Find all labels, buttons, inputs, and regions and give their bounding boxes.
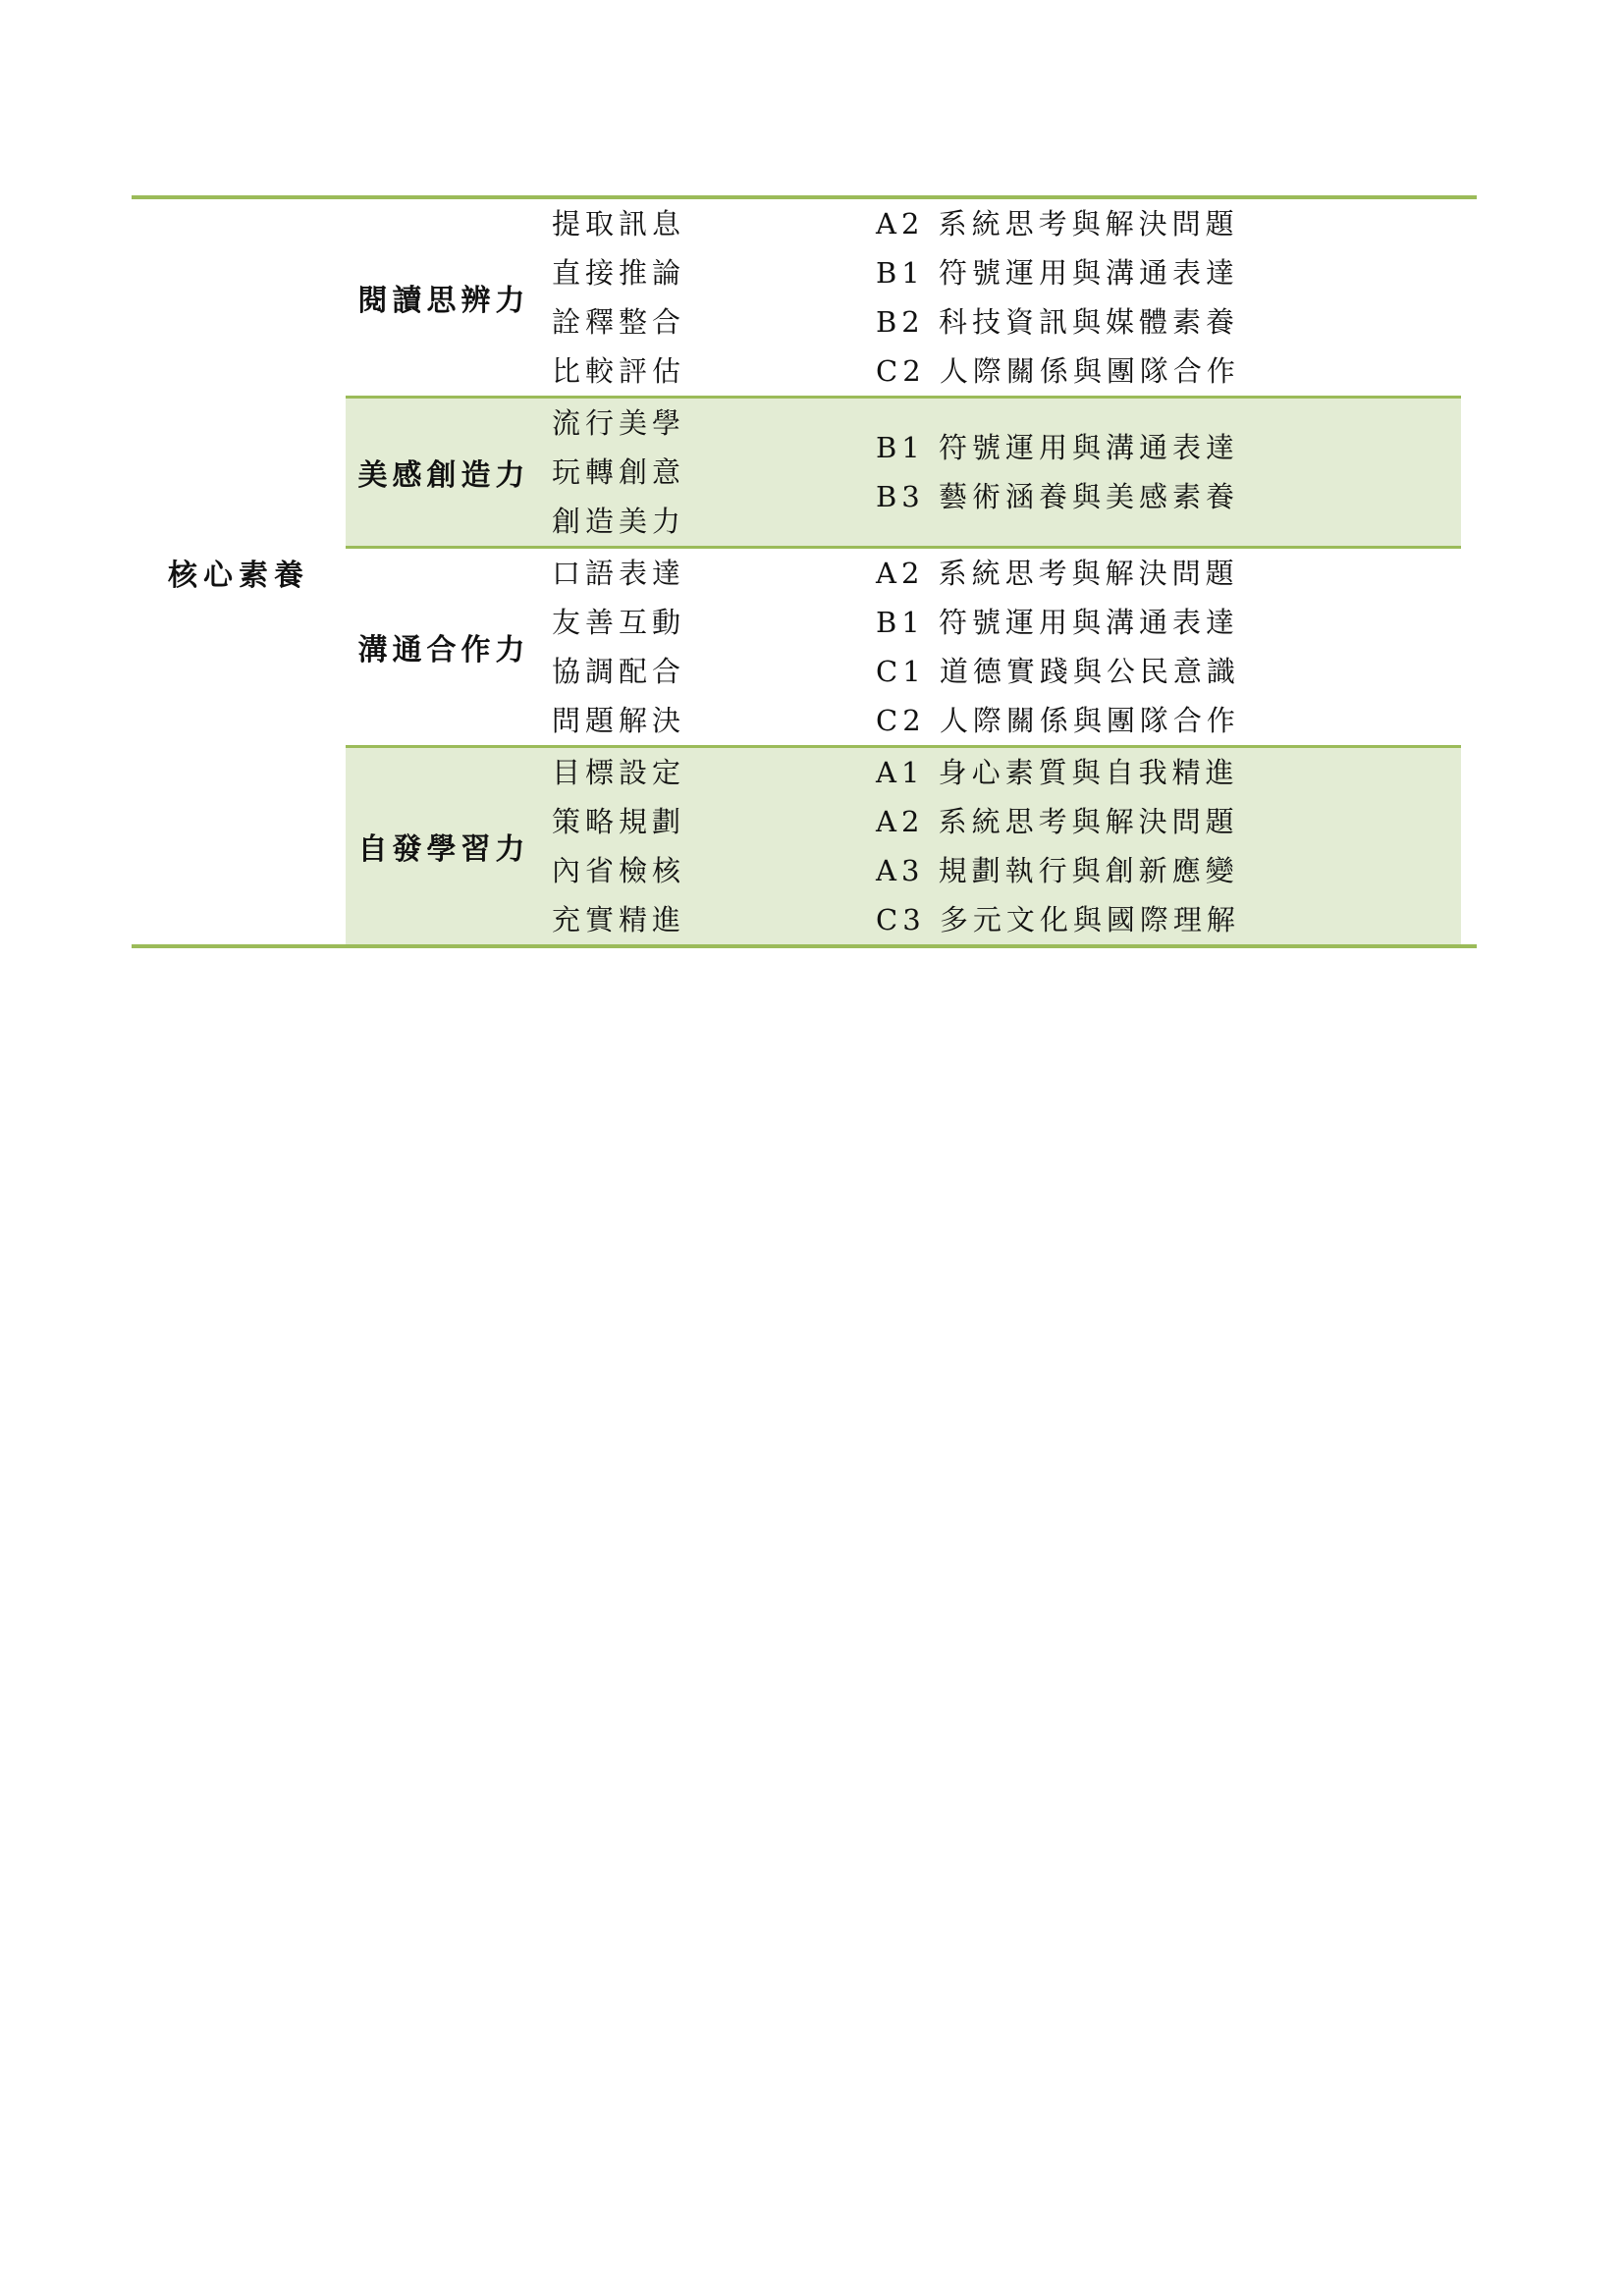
skill-item: 策略規劃 <box>552 805 686 838</box>
competency-item: B3 藝術涵養與美感素養 <box>876 480 1239 513</box>
competency-item: B2 科技資訊與媒體素養 <box>876 305 1239 339</box>
skills-column <box>542 399 876 546</box>
group-title: 閱讀思辨力 <box>357 284 530 318</box>
groups-container <box>346 199 1477 944</box>
skill-item: 詮釋整合 <box>552 305 686 339</box>
competency-item: C2 人際關係與團隊合作 <box>876 354 1240 388</box>
skills-column <box>542 199 876 396</box>
skill-item: 口語表達 <box>552 557 686 590</box>
core-competency-label: 核心素養 <box>168 558 309 593</box>
group-row <box>346 396 1461 546</box>
skill-item: 內省檢核 <box>552 854 686 887</box>
competency-column <box>876 199 1461 396</box>
group-row <box>346 199 1461 396</box>
group-title: 溝通合作力 <box>357 633 530 667</box>
competency-item: C3 多元文化與國際理解 <box>876 903 1240 936</box>
competency-column <box>876 549 1461 745</box>
skill-item: 問題解決 <box>552 704 686 737</box>
group-title: 自發學習力 <box>357 832 530 867</box>
competency-item: A2 系統思考與解決問題 <box>876 207 1239 240</box>
skill-item: 友善互動 <box>552 606 686 639</box>
competency-item: C1 道德實踐與公民意識 <box>876 655 1240 688</box>
skills-column <box>542 748 876 944</box>
competency-column <box>876 399 1461 546</box>
group-title: 美感創造力 <box>357 458 530 493</box>
competency-item: A3 規劃執行與創新應變 <box>876 854 1239 887</box>
competency-column <box>876 748 1461 944</box>
skill-item: 充實精進 <box>552 903 686 936</box>
skill-item: 目標設定 <box>552 756 686 789</box>
competency-item: B1 符號運用與溝通表達 <box>876 606 1239 639</box>
group-row <box>346 546 1461 745</box>
group-row <box>346 745 1461 944</box>
skill-item: 比較評估 <box>552 354 686 388</box>
skills-column <box>542 549 876 745</box>
skill-item: 直接推論 <box>552 256 686 290</box>
competency-item: B1 符號運用與溝通表達 <box>876 256 1239 290</box>
skill-item: 流行美學 <box>552 406 686 440</box>
skill-item: 玩轉創意 <box>552 455 686 489</box>
skill-item: 創造美力 <box>552 505 686 538</box>
competency-item: A2 系統思考與解決問題 <box>876 557 1239 590</box>
competency-item: A2 系統思考與解決問題 <box>876 805 1239 838</box>
skill-item: 提取訊息 <box>552 207 686 240</box>
competency-item: B1 符號運用與溝通表達 <box>876 431 1239 464</box>
competency-item: C2 人際關係與團隊合作 <box>876 704 1240 737</box>
competency-item: A1 身心素質與自我精進 <box>876 756 1239 789</box>
skill-item: 協調配合 <box>552 655 686 688</box>
competency-table <box>132 195 1477 948</box>
